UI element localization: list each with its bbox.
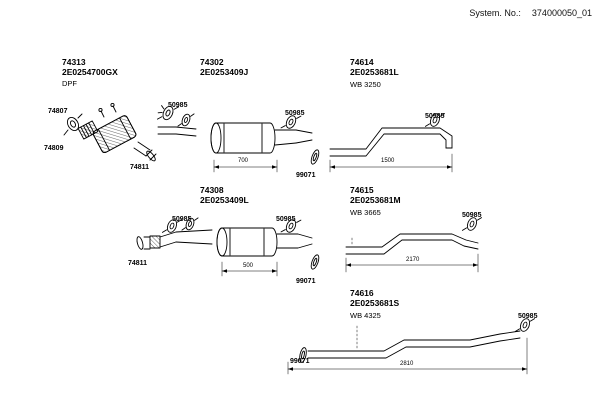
system-number-line xyxy=(469,8,592,18)
callout-99071-1: 99071 xyxy=(296,172,316,179)
group-74615-note: WB 3665 xyxy=(350,207,381,217)
dimension-700: 700 xyxy=(238,158,249,164)
group-74615-number: 2E0253681M xyxy=(350,194,401,205)
callout-50985-6: 50985 xyxy=(462,212,482,219)
group-74616-code: 74616 xyxy=(350,288,374,298)
callout-50985-3: 50985 xyxy=(425,113,445,120)
callout-74811-b: 74811 xyxy=(128,260,148,267)
callout-99071-3: 99071 xyxy=(290,358,310,365)
system-number-value: 374000050_01 xyxy=(531,8,592,18)
group-74614-code: 74614 xyxy=(350,57,374,67)
group-74313-note: DPF xyxy=(62,78,77,88)
callout-74811-a: 74811 xyxy=(130,164,150,171)
group-74614 xyxy=(350,58,399,89)
group-74308-code: 74308 xyxy=(200,185,224,195)
callout-50985-5: 50985 xyxy=(276,216,296,223)
group-74308 xyxy=(200,186,249,206)
group-74313 xyxy=(62,58,118,88)
dimension-2810: 2810 xyxy=(400,361,414,367)
callout-50985-7: 50985 xyxy=(518,313,538,320)
group-74614-number: 2E0253681L xyxy=(350,66,399,77)
callout-50985-2: 50985 xyxy=(285,110,305,117)
callout-99071-2: 99071 xyxy=(296,278,316,285)
group-74313-number: 2E0254700GX xyxy=(62,66,118,77)
dimension-500: 500 xyxy=(243,263,254,269)
callout-50985-4: 50985 xyxy=(172,216,192,223)
group-74616 xyxy=(350,289,399,320)
group-74615-code: 74615 xyxy=(350,185,374,195)
group-74616-number: 2E0253681S xyxy=(350,297,400,308)
dimension-1500: 1500 xyxy=(381,158,395,164)
callout-50985-1: 50985 xyxy=(168,102,188,109)
group-74308-number: 2E0253409L xyxy=(200,194,249,205)
dimension-2170: 2170 xyxy=(406,257,420,263)
group-74302-code: 74302 xyxy=(200,57,224,67)
group-74313-code: 74313 xyxy=(62,57,86,67)
group-74614-note: WB 3250 xyxy=(350,79,381,89)
group-74616-note: WB 4325 xyxy=(350,310,381,320)
group-74615 xyxy=(350,186,401,217)
group-74302-number: 2E0253409J xyxy=(200,66,249,77)
system-number-label: System. No.: xyxy=(469,8,521,18)
callout-74809: 74809 xyxy=(44,145,64,152)
callout-74807: 74807 xyxy=(48,108,68,115)
group-74302 xyxy=(200,58,248,78)
